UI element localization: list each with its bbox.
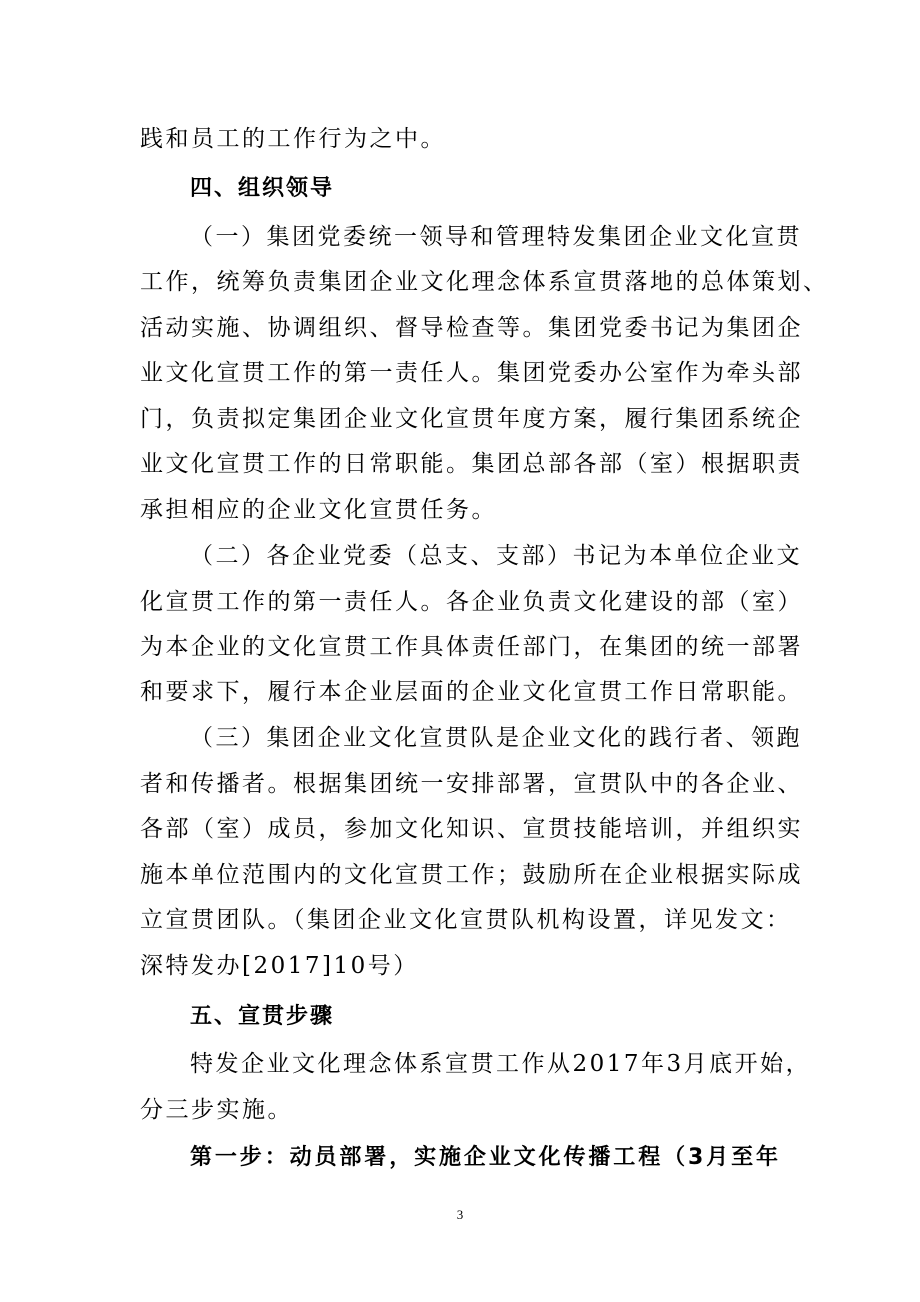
paragraph-line: 践和员工的工作行为之中。 bbox=[140, 126, 446, 152]
paragraph-line: （一）集团党委统一领导和管理特发集团企业文化宣贯 bbox=[190, 224, 802, 250]
paragraph-line: 施本单位范围内的文化宣贯工作；鼓励所在企业根据实际成 bbox=[140, 862, 803, 888]
paragraph-line: 和要求下，履行本企业层面的企业文化宣贯工作日常职能。 bbox=[140, 679, 803, 705]
paragraph-line: 活动实施、协调组织、督导检查等。集团党委书记为集团企 bbox=[140, 315, 803, 341]
paragraph-line: 各部（室）成员，参加文化知识、宣贯技能培训，并组织实 bbox=[140, 816, 803, 842]
step-heading: 第一步：动员部署，实施企业文化传播工程（3月至年 bbox=[190, 1145, 780, 1170]
paragraph-line: 门，负责拟定集团企业文化宣贯年度方案，履行集团系统企 bbox=[140, 406, 803, 432]
paragraph-line: 分三步实施。 bbox=[140, 1097, 293, 1123]
paragraph-line: 特发企业文化理念体系宣贯工作从2017年3月底开始， bbox=[190, 1051, 812, 1077]
paragraph-line: 化宣贯工作的第一责任人。各企业负责文化建设的部（室） bbox=[140, 589, 803, 615]
paragraph-line: （二）各企业党委（总支、支部）书记为本单位企业文 bbox=[190, 543, 802, 569]
section-heading-organization: 四、组织领导 bbox=[190, 176, 335, 201]
paragraph-line: 业文化宣贯工作的日常职能。集团总部各部（室）根据职责 bbox=[140, 451, 803, 477]
paragraph-line: （三）集团企业文化宣贯队是企业文化的践行者、领跑 bbox=[190, 725, 802, 751]
paragraph-line: 深特发办[2017]10号） bbox=[140, 953, 419, 979]
paragraph-line: 业文化宣贯工作的第一责任人。集团党委办公室作为牵头部 bbox=[140, 360, 803, 386]
paragraph-line: 者和传播者。根据集团统一安排部署，宣贯队中的各企业、 bbox=[140, 771, 803, 797]
paragraph-line: 承担相应的企业文化宣贯任务。 bbox=[140, 497, 497, 523]
paragraph-line: 工作，统筹负责集团企业文化理念体系宣贯落地的总体策划、 bbox=[140, 269, 829, 295]
paragraph-line: 立宣贯团队。（集团企业文化宣贯队机构设置，详见发文： bbox=[140, 907, 792, 933]
paragraph-line: 为本企业的文化宣贯工作具体责任部门，在集团的统一部署 bbox=[140, 634, 803, 660]
page-number: 3 bbox=[456, 1207, 464, 1222]
section-heading-steps: 五、宣贯步骤 bbox=[190, 1004, 335, 1029]
